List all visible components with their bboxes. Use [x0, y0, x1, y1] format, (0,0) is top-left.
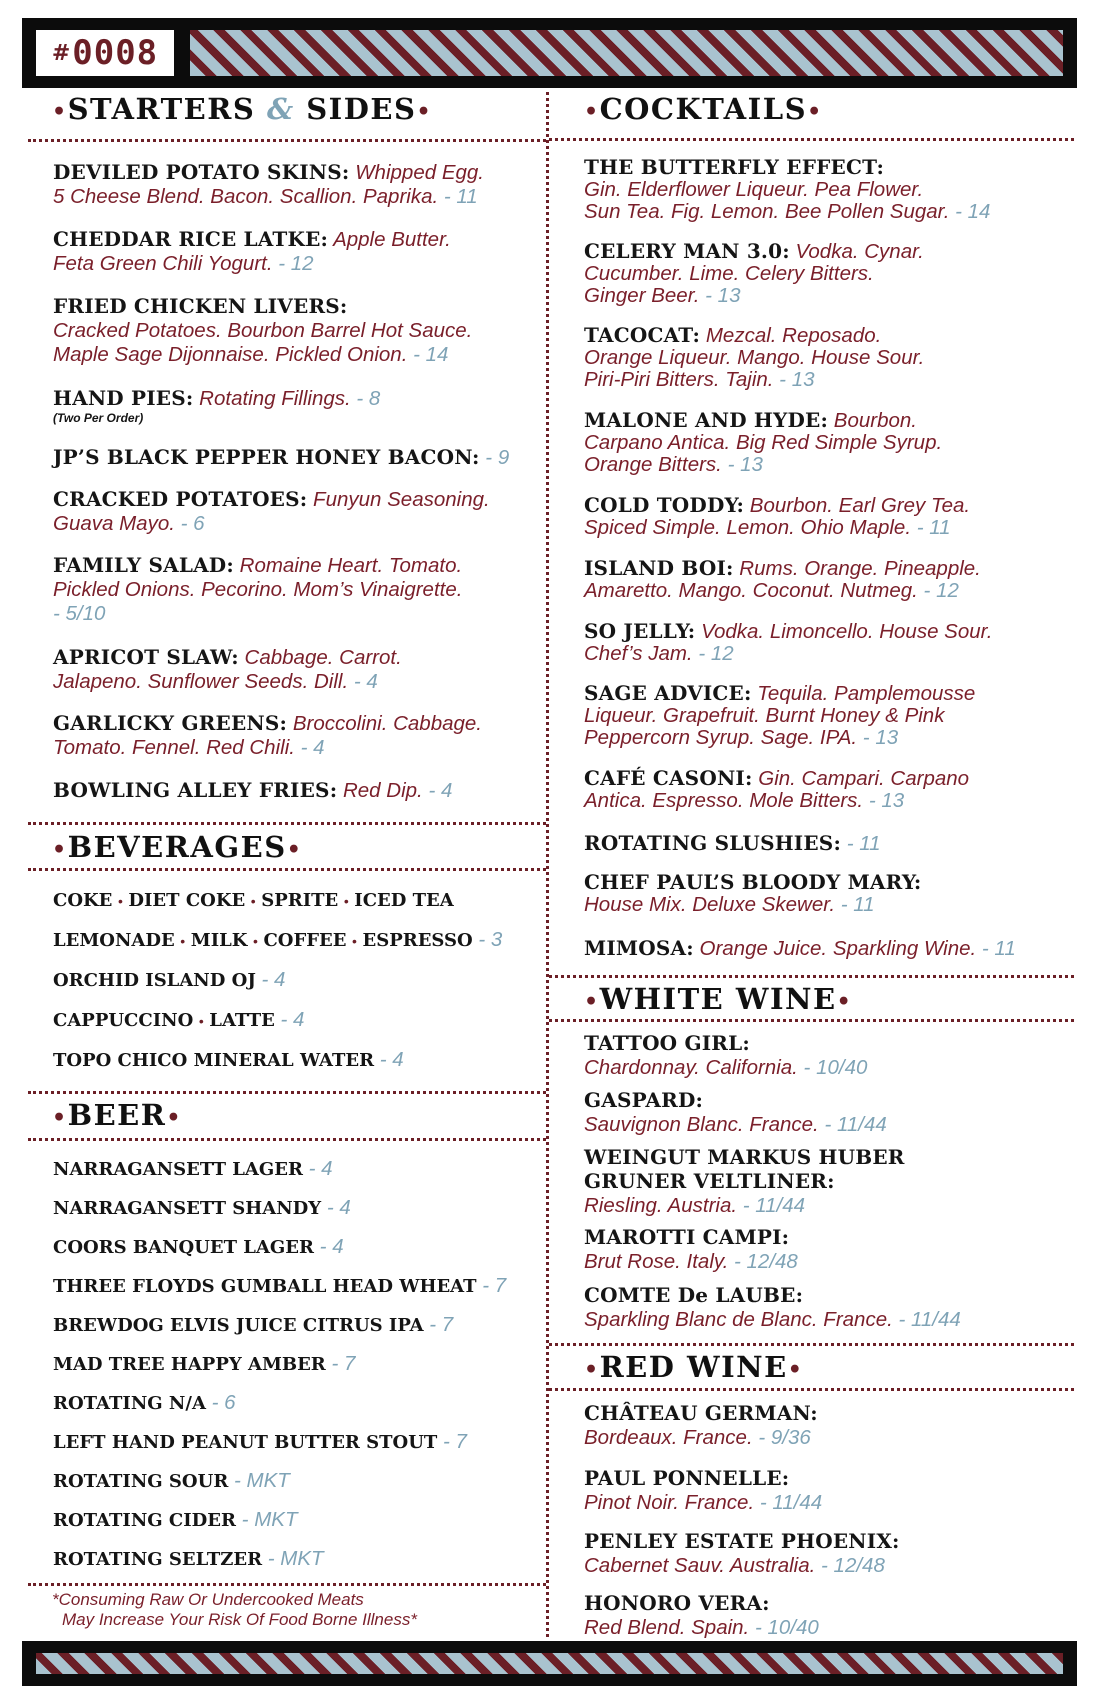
menu-item: HAND PIES: Rotating Fillings. - 8 (Two Per Order)	[53, 386, 381, 425]
decorative-stripes	[190, 30, 1063, 76]
beer-item: THREE FLOYDS GUMBALL HEAD WHEAT - 7	[53, 1274, 507, 1297]
section-rule	[549, 975, 1074, 978]
starters-heading: •STARTERS & SIDES•	[52, 92, 433, 126]
beer-heading: •BEER•	[52, 1098, 182, 1132]
beer-item: ROTATING CIDER - MKT	[53, 1508, 298, 1531]
wine-item: TATTOO GIRL: Chardonnay. California. - 10/40	[584, 1031, 868, 1079]
section-rule	[549, 1019, 1074, 1022]
wine-item: HONORO VERA: Red Blend. Spain. - 10/40	[584, 1591, 819, 1639]
menu-item: GARLICKY GREENS: Broccolini. Cabbage. Tomato. Fennel. Red Chili. - 4	[53, 711, 483, 759]
menu-item: DEVILED POTATO SKINS: Whipped Egg. 5 Cheese Blend. Bacon. Scallion. Paprika. - 11	[53, 160, 484, 208]
menu-item: JP’S BLACK PEPPER HONEY BACON: - 9	[53, 445, 510, 469]
menu-item: MIMOSA: Orange Juice. Sparkling Wine. - 11	[584, 936, 1016, 960]
disclaimer-line: May Increase Your Risk Of Food Borne Illness*	[62, 1610, 417, 1629]
column-divider	[546, 92, 549, 1637]
menu-item: SO JELLY: Vodka. Limoncello. House Sour. Chef’s Jam. - 12	[584, 619, 993, 665]
beer-item: ROTATING SOUR - MKT	[53, 1469, 290, 1492]
section-rule	[28, 1091, 546, 1094]
menu-item: BOWLING ALLEY FRIES: Red Dip. - 4	[53, 778, 453, 802]
menu-item: CELERY MAN 3.0: Vodka. Cynar. Cucumber. Lime. Celery Bitters. Ginger Beer. - 13	[584, 239, 924, 307]
section-rule	[28, 1138, 546, 1141]
red-wine-heading: •RED WINE•	[584, 1350, 804, 1384]
menu-item: THE BUTTERFLY EFFECT: Gin. Elderflower Liqueur. Pea Flower. Sun Tea. Fig. Lemon. Bee Pollen Sugar. - 14	[584, 155, 991, 223]
cocktails-heading: •COCKTAILS•	[584, 92, 823, 126]
beverage-row: LEMONADE • MILK • COFFEE • ESPRESSO - 3	[53, 928, 503, 951]
menu-item: APRICOT SLAW: Cabbage. Carrot. Jalapeno. Sunflower Seeds. Dill. - 4	[53, 645, 402, 693]
menu-item: SAGE ADVICE: Tequila. Pamplemousse Liqueur. Grapefruit. Burnt Honey & Pink Peppercorn Syrup. Sage. IPA. - 13	[584, 681, 976, 749]
menu-item: CHEF PAUL’S BLOODY MARY: House Mix. Deluxe Skewer. - 11	[584, 870, 922, 916]
section-rule	[549, 138, 1074, 141]
section-rule	[28, 1583, 546, 1586]
food-safety-disclaimer	[52, 1590, 417, 1630]
item-note: (Two Per Order)	[53, 411, 144, 425]
order-hash: #	[51, 40, 71, 66]
wine-item: COMTE De LAUBE: Sparkling Blanc de Blanc. France. - 11/44	[584, 1283, 961, 1331]
beer-item: ROTATING SELTZER - MKT	[53, 1547, 324, 1570]
wine-item: WEINGUT MARKUS HUBER GRUNER VELTLINER: Riesling. Austria. - 11/44	[584, 1145, 905, 1217]
beverage-row: CAPPUCCINO • LATTE - 4	[53, 1008, 305, 1031]
wine-item: PAUL PONNELLE: Pinot Noir. France. - 11/44	[584, 1466, 823, 1514]
beer-item: COORS BANQUET LAGER - 4	[53, 1235, 344, 1258]
beer-item: NARRAGANSETT SHANDY - 4	[53, 1196, 351, 1219]
beer-item: BREWDOG ELVIS JUICE CITRUS IPA - 7	[53, 1313, 454, 1336]
beverage-row: COKE • DIET COKE • SPRITE • ICED TEA	[53, 890, 454, 911]
menu-item: FAMILY SALAD: Romaine Heart. Tomato. Pickled Onions. Pecorino. Mom’s Vinaigrette. - 5/10	[53, 553, 463, 625]
order-number: 0008	[72, 33, 159, 73]
beer-item: LEFT HAND PEANUT BUTTER STOUT - 7	[53, 1430, 467, 1453]
menu-item: CRACKED POTATOES: Funyun Seasoning. Guava Mayo. - 6	[53, 487, 490, 535]
beverage-row: ORCHID ISLAND OJ - 4	[53, 968, 286, 991]
beverages-heading: •BEVERAGES•	[52, 830, 303, 864]
menu-item: FRIED CHICKEN LIVERS: Cracked Potatoes. Bourbon Barrel Hot Sauce. Maple Sage Dijonnaise. Pickled Onion. - 14	[53, 294, 473, 366]
footer-bar	[22, 1641, 1077, 1686]
beer-item: MAD TREE HAPPY AMBER - 7	[53, 1352, 356, 1375]
menu-item: TACOCAT: Mezcal. Reposado. Orange Liqueur. Mango. House Sour. Piri-Piri Bitters. Tajin. - 13	[584, 323, 925, 391]
beverage-row: TOPO CHICO MINERAL WATER - 4	[53, 1048, 404, 1071]
menu-item: COLD TODDY: Bourbon. Earl Grey Tea. Spiced Simple. Lemon. Ohio Maple. - 11	[584, 493, 971, 539]
wine-item: GASPARD: Sauvignon Blanc. France. - 11/44	[584, 1088, 887, 1136]
beer-item: NARRAGANSETT LAGER - 4	[53, 1157, 333, 1180]
menu-item: ROTATING SLUSHIES: - 11	[584, 831, 881, 855]
beer-item: ROTATING N/A - 6	[53, 1391, 236, 1414]
section-rule	[549, 1343, 1074, 1346]
wine-item: CHÂTEAU GERMAN: Bordeaux. France. - 9/36	[584, 1401, 818, 1449]
menu-item: CHEDDAR RICE LATKE: Apple Butter. Feta Green Chili Yogurt. - 12	[53, 227, 451, 275]
section-rule	[28, 868, 546, 871]
section-rule	[28, 822, 546, 825]
section-rule	[549, 1388, 1074, 1391]
order-number-box	[36, 30, 174, 76]
menu-item: ISLAND BOI: Rums. Orange. Pineapple. Amaretto. Mango. Coconut. Nutmeg. - 12	[584, 556, 981, 602]
decorative-stripes	[36, 1653, 1063, 1674]
order-header-bar	[22, 18, 1077, 88]
white-wine-heading: •WHITE WINE•	[584, 982, 853, 1016]
menu-item: CAFÉ CASONI: Gin. Campari. Carpano Antica. Espresso. Mole Bitters. - 13	[584, 766, 970, 812]
disclaimer-line: *Consuming Raw Or Undercooked Meats	[52, 1590, 364, 1609]
menu-item: MALONE AND HYDE: Bourbon. Carpano Antica. Big Red Simple Syrup. Orange Bitters. - 13	[584, 408, 943, 476]
wine-item: MAROTTI CAMPI: Brut Rose. Italy. - 12/48	[584, 1225, 798, 1273]
section-rule	[28, 139, 546, 142]
wine-item: PENLEY ESTATE PHOENIX: Cabernet Sauv. Australia. - 12/48	[584, 1529, 900, 1577]
